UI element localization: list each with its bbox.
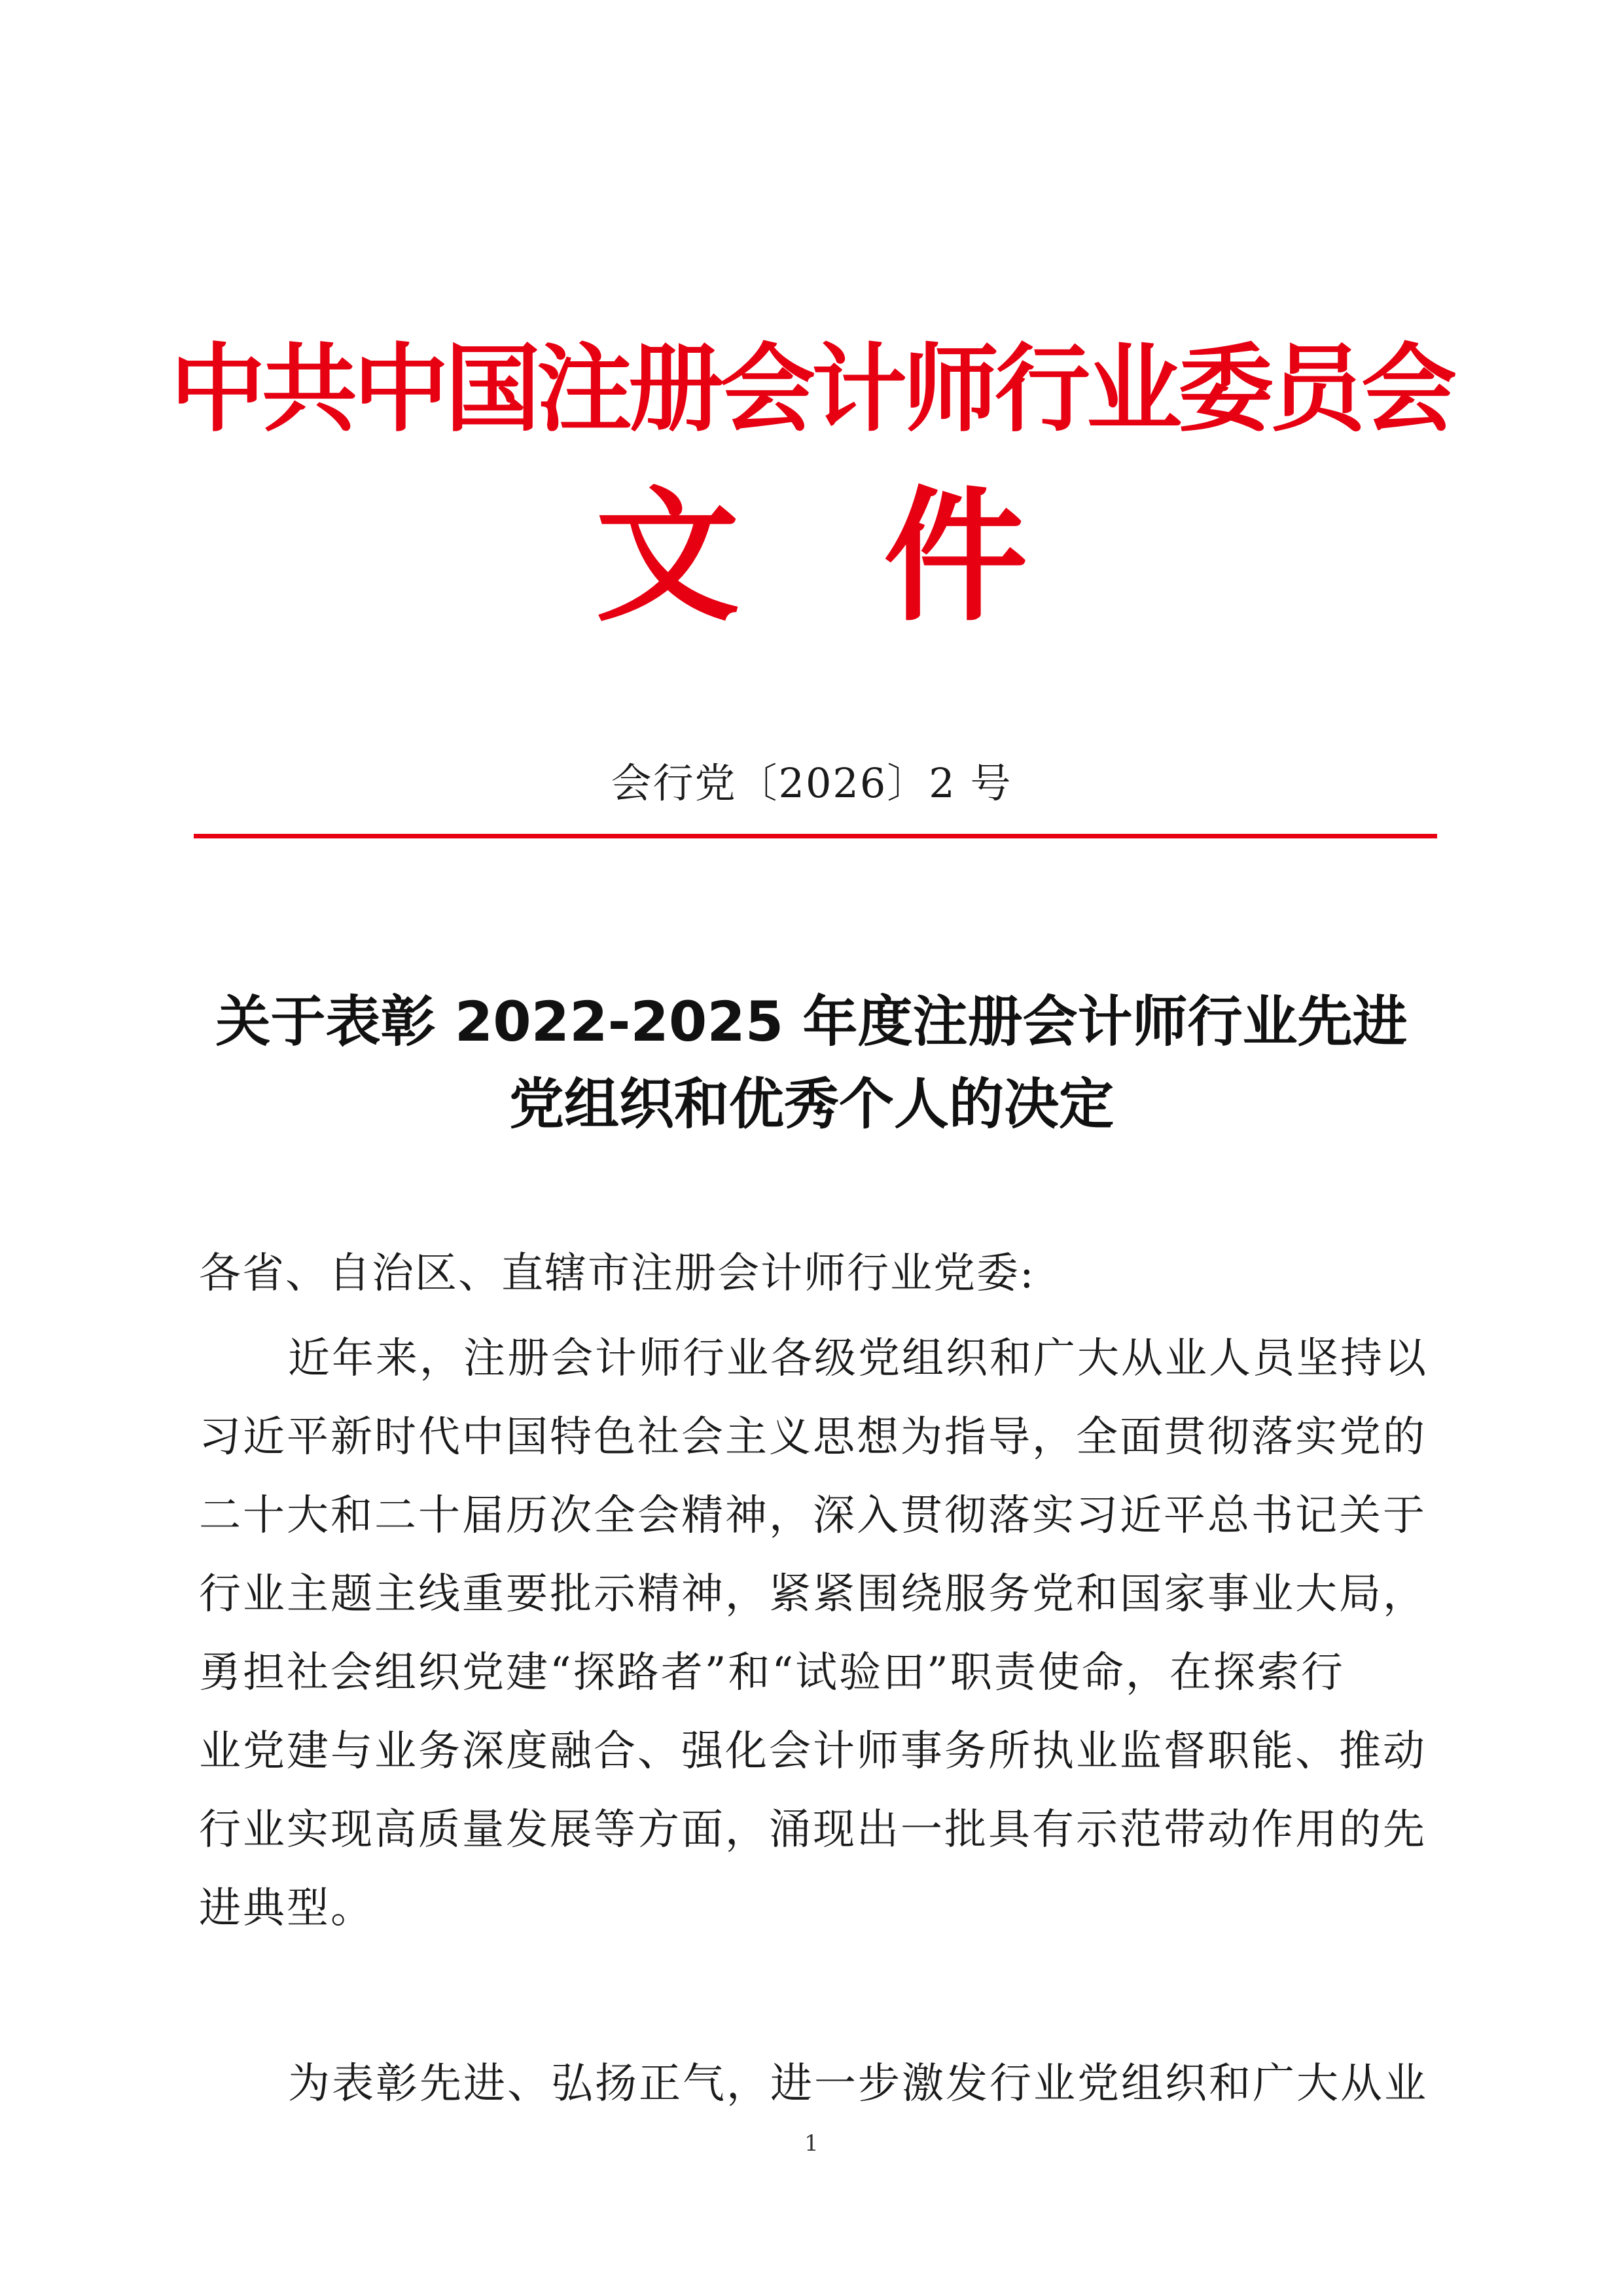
- document-word-1: 文: [595, 471, 740, 641]
- document-number: 会行党〔2026〕2 号: [611, 759, 1012, 807]
- paragraph-line: 进典型。: [199, 1884, 374, 1933]
- paragraph-line: 业党建与业务深度融合、强化会计师事务所执业监督职能、推动: [199, 1727, 1427, 1776]
- salutation: 各省、自治区、直辖市注册会计师行业党委:: [199, 1249, 1035, 1298]
- paragraph-1: [199, 1319, 1429, 1948]
- page-number: 1: [804, 2130, 819, 2157]
- paragraph-line: 二十大和二十届历次全会精神，深入贯彻落实习近平总书记关于: [199, 1492, 1427, 1540]
- document-word-2: 件: [883, 471, 1028, 641]
- paragraph-line: 行业主题主线重要批示精神，紧紧围绕服务党和国家事业大局，: [199, 1570, 1427, 1619]
- paragraph-line: 习近平新时代中国特色社会主义思想为指导，全面贯彻落实党的: [199, 1413, 1427, 1462]
- document-title-line-2: 党组织和优秀个人的决定: [508, 1072, 1114, 1136]
- paragraph-line: 勇担社会组织党建“探路者”和“试验田”职责使命，在探索行: [199, 1649, 1345, 1697]
- document-word-masthead: [0, 465, 1623, 648]
- paragraph-line: 近年来，注册会计师行业各级党组织和广大从业人员坚持以: [288, 1335, 1428, 1383]
- document-title-line-1: 关于表彰 2022-2025 年度注册会计师行业先进: [215, 990, 1408, 1054]
- paragraph-line: 为表彰先进、弘扬正气，进一步激发行业党组织和广大从业: [288, 2060, 1428, 2108]
- red-divider-rule: [194, 834, 1437, 838]
- paragraph-line: 行业实现高质量发展等方面，涌现出一批具有示范带动作用的先: [199, 1806, 1427, 1854]
- paragraph-2: [199, 2045, 1429, 2123]
- document-title: [0, 980, 1623, 1145]
- organization-masthead: 中共中国注册会计师行业委员会: [170, 333, 1453, 445]
